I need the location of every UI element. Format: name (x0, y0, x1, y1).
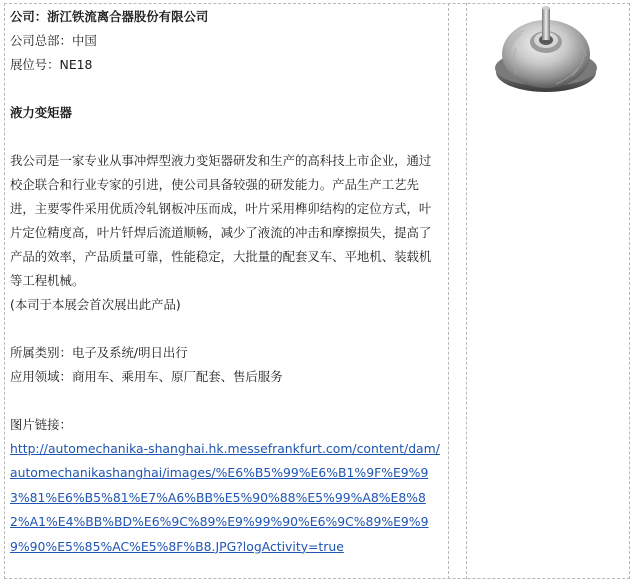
booth-number: 展位号：NE18 (10, 57, 93, 72)
column-divider (466, 3, 467, 579)
column-divider (448, 3, 449, 579)
image-link[interactable]: http://automechanika-shanghai.hk.messefrankfurt.com/content/dam/automechanikashanghai/images/%E6%B5%99%E6%B1%9F%E9%93%81%E6%B5%81%E7%A6%BB%E5%90%88%E5%99%A8%E8%82%A1%E4%BB%BD%E6%9C%89%E9%99%90%E6%9C%89%E9%99%90%E5%85%AC%E5%8F%B8.JPG?logActivity=true (10, 441, 440, 554)
company-headquarters: 公司总部：中国 (10, 33, 97, 48)
product-category: 所属类别：电子及系统/明日出行 (10, 345, 188, 360)
company-name: 公司：浙江铁流离合器股份有限公司 (10, 9, 209, 24)
product-info-cell (10, 5, 442, 559)
debut-note: (本司于本展会首次展出此产品) (10, 297, 181, 312)
product-image (486, 4, 604, 112)
product-description: 我公司是一家专业从事冲焊型液力变矩器研发和生产的高科技上市企业，通过校企联合和行业专家的引进，使公司具备较强的研发能力。产品生产工艺先进，主要零件采用优质冷轧钢板冲压而成，叶片采用榫卯结构的定位方式，叶片定位精度高，叶片钎焊后流道顺畅，减少了液流的冲击和摩擦损失，提高了产品的效率，产品质量可靠，性能稳定，大批量的配套叉车、平地机、装载机等工程机械。 (10, 153, 432, 288)
image-link-label: 图片链接： (10, 417, 72, 432)
product-title: 液力变矩器 (10, 105, 72, 120)
torque-converter-icon (486, 4, 604, 112)
application-field: 应用领域：商用车、乘用车、原厂配套、售后服务 (10, 369, 283, 384)
